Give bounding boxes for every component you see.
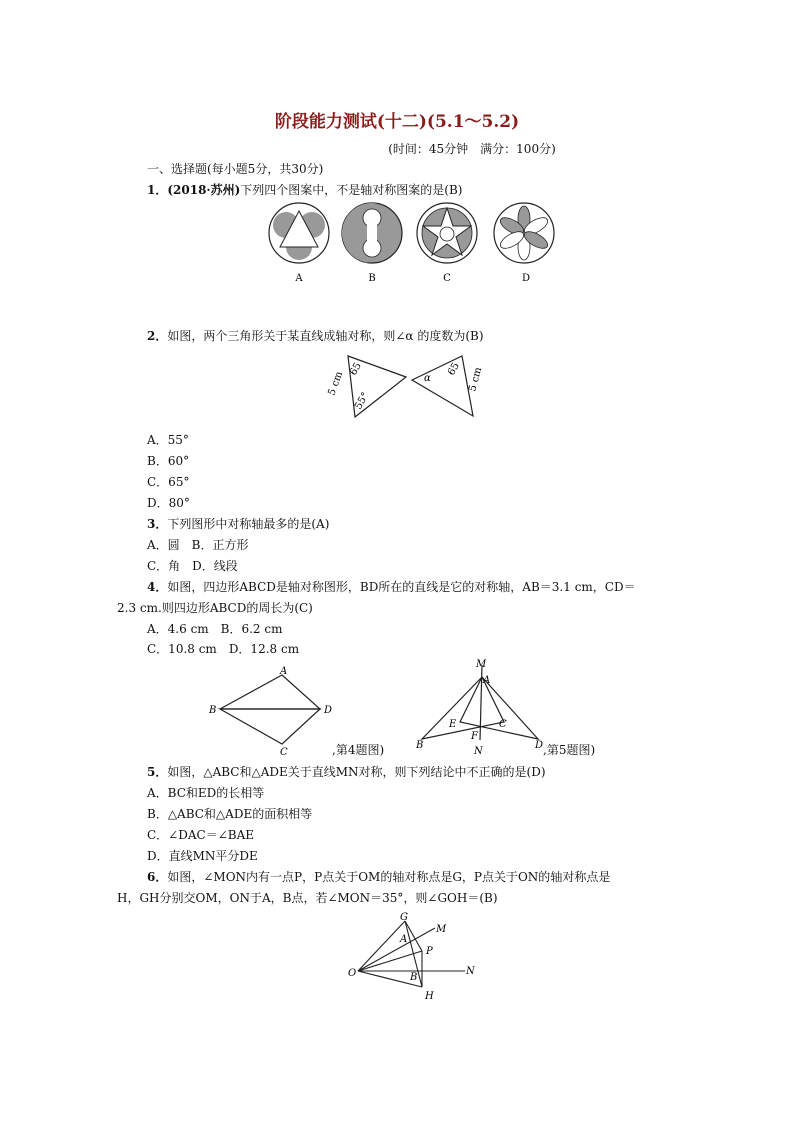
label-h: H <box>425 991 434 1002</box>
q2-option-a: A．55° <box>147 433 189 447</box>
label-c: C <box>280 747 288 758</box>
label-c: C <box>499 719 507 730</box>
caption-a: A <box>295 273 303 284</box>
label-n: N <box>466 966 475 977</box>
question-number: 2． <box>147 329 168 343</box>
pattern-b <box>342 203 402 263</box>
caption-b: B <box>368 273 376 284</box>
pattern-a <box>269 203 329 263</box>
label-d: D <box>324 705 333 716</box>
label-f: F <box>471 731 478 742</box>
question-4 <box>147 579 636 595</box>
question-number: 5． <box>147 765 168 779</box>
question-6-continued: H，GH分别交OM，ON于A，B点，若∠MON＝35°，则∠GOH＝(B) <box>117 891 498 905</box>
question-text: 如图，两个三角形关于某直线成轴对称，则∠α 的度数为(B) <box>167 329 484 343</box>
label-a: A <box>280 666 288 677</box>
question-4-continued: 2.3 cm.则四边形ABCD的周长为(C) <box>117 601 313 615</box>
q2-option-b: B．60° <box>147 454 190 468</box>
question-number: 6． <box>147 870 168 884</box>
q2-option-c: C．65° <box>147 475 190 489</box>
question-number: 4． <box>147 580 168 594</box>
label-d: D <box>535 740 544 751</box>
question-text: 下列四个图案中，不是轴对称图案的是(B) <box>240 183 463 197</box>
q5-option-d: D．直线MN平分DE <box>147 849 258 863</box>
label-angle-55: 55° <box>353 390 372 412</box>
q5-option-b: B．△ABC和△ADE的面积相等 <box>147 807 313 821</box>
pattern-c <box>417 203 477 263</box>
label-g: G <box>400 912 408 923</box>
question-5 <box>147 764 546 780</box>
question-2 <box>147 328 484 344</box>
label-p: P <box>426 946 433 957</box>
question-3 <box>147 516 329 532</box>
label-m: M <box>436 924 447 935</box>
q4-figure-caption: ,第4题图) <box>332 743 385 757</box>
triangle-right <box>412 356 473 416</box>
question-text: 下列图形中对称轴最多的是(A) <box>167 517 330 531</box>
q3-options-row-1: A．圆 B．正方形 <box>147 538 249 552</box>
caption-d: D <box>521 273 531 284</box>
question-source: (2018·苏州) <box>167 183 241 197</box>
q6-figure <box>340 910 540 1010</box>
section-heading: 一、选择题(每小题5分，共30分) <box>147 162 324 176</box>
q2-option-d: D．80° <box>147 496 190 510</box>
label-alpha: α <box>424 373 431 384</box>
label-angle-65-right: 65 <box>446 360 462 378</box>
label-a: A <box>483 675 491 686</box>
label-n: N <box>474 746 483 757</box>
question-number: 3． <box>147 517 168 531</box>
q5-option-a: A．BC和ED的长相等 <box>147 786 265 800</box>
question-text: 如图，∠MON内有一点P，P点关于OM的轴对称点是G，P点关于ON的轴对称点是 <box>167 870 611 884</box>
q5-figure-caption: ,第5题图) <box>543 743 596 757</box>
q4-options-row-2: C．10.8 cm D．12.8 cm <box>147 642 300 656</box>
q2-figure <box>0 350 794 430</box>
question-number: 1． <box>147 183 168 197</box>
q1-figure <box>0 195 794 315</box>
label-side-left: 5 cm <box>326 370 346 398</box>
label-a: A <box>400 934 408 945</box>
label-angle-65-left: 65 <box>348 360 364 378</box>
q5-option-c: C．∠DAC＝∠BAE <box>147 828 255 842</box>
caption-c: C <box>443 273 451 284</box>
label-b: B <box>410 972 418 983</box>
page-title: 阶段能力测试(十二)(5.1～5.2) <box>274 112 520 132</box>
label-e: E <box>449 719 457 730</box>
exam-meta: (时间：45分钟 满分：100分) <box>388 142 556 156</box>
question-text: 如图，△ABC和△ADE关于直线MN对称，则下列结论中不正确的是(D) <box>167 765 546 779</box>
label-side-right: 5 cm <box>467 366 485 393</box>
label-m: M <box>476 659 487 670</box>
pattern-d <box>494 203 554 263</box>
q3-options-row-2: C．角 D．线段 <box>147 559 238 573</box>
label-b: B <box>209 705 217 716</box>
question-6 <box>147 869 610 885</box>
q4-options-row-1: A．4.6 cm B．6.2 cm <box>147 622 283 636</box>
question-text: 如图，四边形ABCD是轴对称图形，BD所在的直线是它的对称轴，AB＝3.1 cm，CD＝ <box>167 580 636 594</box>
label-o: O <box>348 968 357 979</box>
label-b: B <box>416 740 424 751</box>
